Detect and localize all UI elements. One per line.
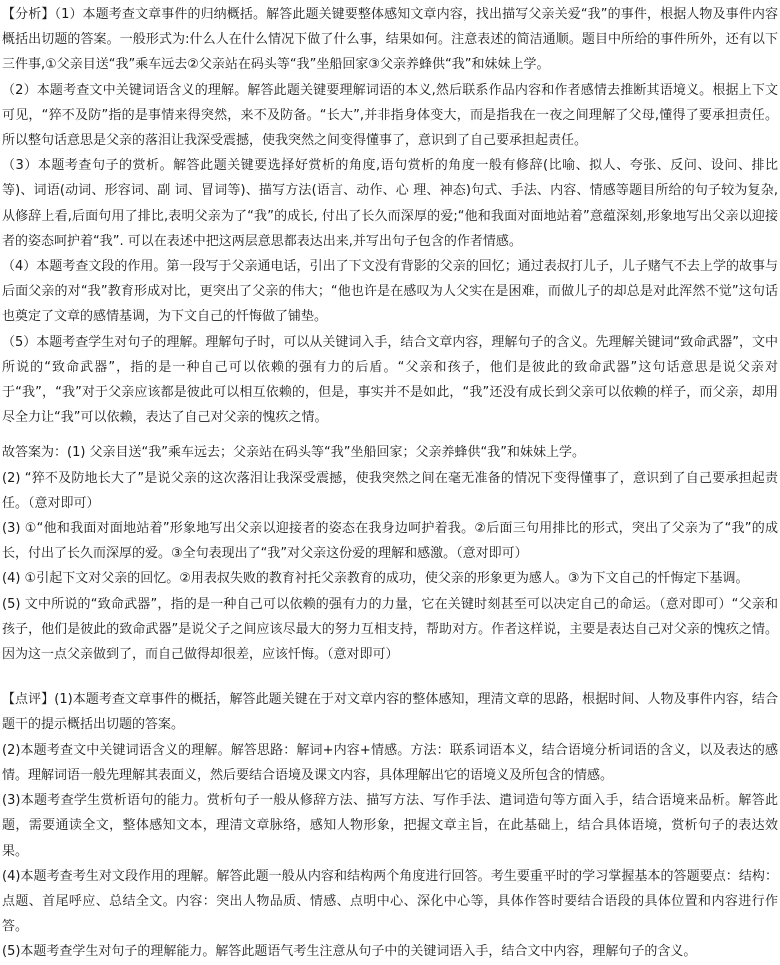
answer-section	[2, 440, 778, 667]
analysis-paragraph-1: 【分析】（1）本题考查文章事件的归纳概括。解答此题关键要整体感知文章内容，找出描写父亲关爱“我”的事件，根据人物及事件内容概括出切题的答案。一般形式为:什么人在什么情况下做了什么事，结果如何。注意表述的简洁通顺。题目中所给的事件所外，还有以下三件事,①父亲目送“我”乘车远去②父亲站在码头等“我”坐船回家③父亲养蜂供“我”和妹妹上学。	[2, 7, 778, 73]
answer-paragraph-3: (3) ①“他和我面对面地站着”形象地写出父亲以迎接者的姿态在我身边呵护着我。②后面三句用排比的形式，突出了父亲为了“我”的成长，付出了长久而深厚的爱。③全句表现出了“我”对父亲这份爱的理解和感激。（意对即可）	[2, 521, 778, 562]
analysis-paragraph-4: （4）本题考查文段的作用。第一段写于父亲通电话，引出了下文没有背影的父亲的回忆；通过表叔打儿子，儿子赌气不去上学的故事与后面父亲的对“我”教育形成对比，更突出了父亲的伟大；“他也许是在感叹为人父实在是困难，而做儿子的却总是对此浑然不觉”这句话也奠定了文章的感情基调，为下文自己的忏悔做了铺垫。	[2, 259, 778, 325]
comment-paragraph-4: (4)本题考查考生对文段作用的理解。解答此题一般从内容和结构两个角度进行回答。考生要重平时的学习掌握基本的答题要点：结构：点题、首尾呼应、总结全文。内容：突出人物品质、情感、点明中心、深化中心等，具体作答时要结合语段的具体位置和内容进行作答。	[2, 868, 778, 935]
analysis-paragraph-5: （5）本题考查学生对句子的理解。理解句子时，可以从关键词入手，结合文章内容，理解句子的含义。先理解关键词“致命武器”，文中所说的“致命武器”，指的是一种自己可以依赖的强有力的后盾。“父亲和孩子，他们是彼此的致命武器”这句话意思是说父亲对于“我”，“我”对于父亲应该都是彼此可以相互依赖的，但是，事实并不是如此，“我”还没有成长到父亲可以依赖的样子，而父亲，却用尽全力让“我”可以依赖，表达了自己对父亲的愧疚之情。	[2, 334, 778, 426]
analysis-section	[2, 2, 778, 430]
comment-paragraph-1: 【点评】(1)本题考查文章事件的概括，解答此题关键在于对文章内容的整体感知，理清文章的思路，根据时间、人物及事件内容，结合题干的提示概括出切题的答案。	[2, 692, 778, 733]
section-spacer	[2, 430, 778, 440]
answer-paragraph-4: (4) ①引起下文对父亲的回忆。②用表叔失败的教育衬托父亲教育的成功，使父亲的形象更为感人。③为下文自己的忏悔定下基调。	[2, 571, 749, 587]
answer-paragraph-5: (5) 文中所说的“致命武器”，指的是一种自己可以依赖的强有力的力量，它在关键时刻甚至可以决定自己的命运。（意对即可）“父亲和孩子，他们是彼此的致命武器”是说父子之间应该尽最大的努力互相支持，帮助对方。作者这样说，主要是表达自己对父亲的愧疚之情。因为这一点父亲做到了，而自己做得却很差，应该忏悔。（意对即可）	[2, 596, 778, 663]
analysis-paragraph-3: （3）本题考查句子的赏析。解答此题关键要选择好赏析的角度,语句赏析的角度一般有修辞(比喻、拟人、夸张、反问、设问、排比等)、词语(动词、形容词、副 词、冒词等)、描写方法(语言、动作、心 理、神态)句式、手法、内容、情感等题目所给的句子较为复杂,从修辞上看,后面句用了排比,表明父亲为了“我”的成长, 付出了长久而深厚的爱;“他和我面对面地站着”意蕴深刻,形象地写出父亲以迎接者的姿态呵护着“我”. 可以在表述中把这两层意思都表达出来,并写出句子包含的作者情感。	[2, 158, 778, 249]
comment-paragraph-3: (3)本题考查学生赏析语句的能力。赏析句子一般从修辞方法、描写方法、写作手法、遣词造句等方面入手，结合语境来品析。解答此题，需要通读全文，整体感知文本，理清文章脉络，感知人物形象，把握文章主旨，在此基础上，结合具体语境，赏析句子的表达效果。	[2, 793, 778, 859]
comment-paragraph-2: (2)本题考查文中关键词语含义的理解。解答思路：解词+内容+情感。方法：联系词语本义，结合语境分析词语的含义，以及表达的感情。理解词语一般先理解其表面义，然后要结合语境及课文内容，具体理解出它的语境义及所包含的情感。	[2, 742, 778, 783]
comment-section	[2, 687, 778, 964]
section-spacer	[2, 667, 778, 687]
analysis-paragraph-2: （2）本题考查文中关键词语含义的理解。解答此题关键要理解词语的本义,然后联系作品内容和作者感情去推断其语境义。根据上下文可见，“猝不及防”指的是事情来得突然，来不及防备。“长大”,并非指身体变大，而是指我在一夜之间理解了父母,懂得了要承担责任。所以整句话意思是父亲的落泪让我深受震撼，使我突然之间变得懂事了，意识到了自己要承担起责任。	[2, 82, 778, 149]
answer-paragraph-1: 故答案为：(1) 父亲目送“我”乘车远去；父亲站在码头等“我”坐船回家；父亲养蜂供“我”和妹妹上学。	[2, 445, 585, 461]
answer-paragraph-2: (2) “猝不及防地长大了”是说父亲的这次落泪让我深受震撼，使我突然之间在毫无准备的情况下变得懂事了，意识到了自己要承担起责任。（意对即可）	[2, 470, 778, 511]
comment-paragraph-5: (5)本题考查学生对句子的理解能力。解答此题语气考生注意从句子中的关键词语入手，结合文中内容，理解句子的含义。	[2, 944, 697, 960]
